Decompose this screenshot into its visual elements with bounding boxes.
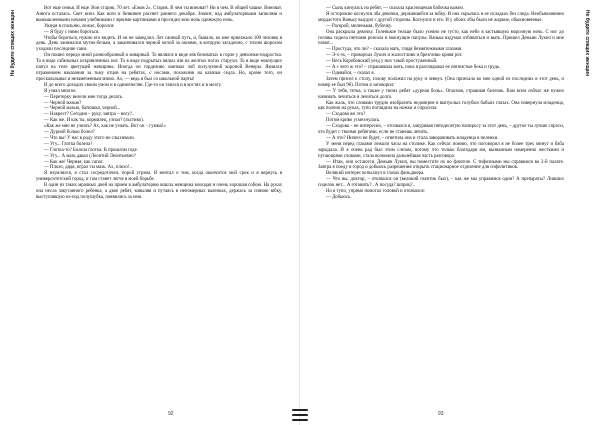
- paragraph: Я изумлялся, я стал сосредоточен, порой угрюм. Я мечтал о том, когда окончится мой срок и я вернусь в университетский город, и там станет легче в моей борьбе.: [36, 171, 282, 183]
- paragraph: И до всего доходил своим умом и в одиночестве. Где-то он таился и в костях и в мозгу.: [44, 82, 222, 88]
- paragraph: — Черной мазью, батюшка, черной...: [44, 106, 121, 112]
- paragraph: Потом криво усмехнулась.: [326, 118, 381, 124]
- paragraph: У меня перед глазами лежали часы на столике. Как сейчас помню, что поговорил я не более трех минут и баба зарыдала. И я очень рад был этим слезам, потому что только благодаря им, вызванным намеренно жесткими и пугающими словами, стала возможна дальнейшая часть разговора:: [318, 141, 564, 159]
- paragraph: — Сходова – не интересно, – отозвался я, закуривая пятидесятую папиросу за этот день, – другое ты лучше спроси, что будет с твоими ребятами, если не станешь лечить.: [318, 124, 564, 136]
- paragraph: — Простуда, что ли? – сказала мать, глядя безмятежными глазами.: [326, 47, 463, 53]
- paragraph: — Я буду с ними бороться.: [44, 29, 100, 35]
- paragraph: Великий интерес вспыхнул в глазах фельдшера.: [326, 171, 425, 177]
- paragraph: — Дурной болью болел?: [44, 130, 95, 136]
- paragraph: — А что? Ничего не будет, – ответила она и стала заворачивать младенца в пеленки.: [326, 135, 499, 141]
- paragraph: «Как же мне не узнать? Ах, как не узнать. Вот он – гумма!»: [44, 124, 166, 130]
- right-page-number: 93: [438, 411, 444, 417]
- paragraph: — Добьюсь.: [326, 195, 352, 200]
- paragraph: — Что вы! У нас в роду этого не слыхивали.: [44, 135, 135, 141]
- menu-icon-bar: [292, 409, 308, 411]
- right-page-text: [318, 6, 564, 201]
- left-running-head: Не будите спящих женщин: [10, 10, 16, 77]
- paragraph: — Раскрой, миленькая, бубочку.: [326, 23, 392, 29]
- paragraph: — Одевайся, – сказал я.: [326, 70, 375, 76]
- paragraph: — Черной мазью?: [44, 100, 82, 106]
- paragraph: — Угу... А мазь давал (Леонтий Леонтьевич?: [44, 153, 136, 159]
- paragraph: Он пошел передо мной разнообразный и коварный. То являлся в виде язв беловатых в горле у девчонки-подростка. То в виде сабельных искривленных ног. То в виде подрытых вялых язв на желтых ногах старухи. То в виде мокнущих папул на теле цветущей женщины. Иногда он горделиво занимал лоб полулунной короной Венеры. Являлся отражением наказания за тьму отцов на ребятах, с носами, похожими на казачьи седла. Но, кроме того, он проскальзывал и незамеченным мною. Ах, — ведь я был со школьной парты!: [36, 53, 282, 82]
- menu-icon-bar: [292, 414, 308, 416]
- paragraph: — Сыпь кинулась на ребят, — сказала краснощекая бабочка важно.: [326, 6, 465, 11]
- paragraph: — Сходова же это?: [326, 112, 366, 118]
- paragraph: Вот еще семья. И еще. Вон старик, 70 лет. «Ежов 2». Старик. В чем ты виноват? Ни в чем. В общей чашке. Виноват. Анюта осталась. Свет ясен. Как ясен и безвинен рассвет раннего декабря. Значит, над амбулаторными записями и вымышленными ночами учебниками с яркими картинками я просидел всю ночь одинокую ночь.: [36, 6, 282, 23]
- paragraph: Я узнал многое.: [44, 88, 77, 94]
- menu-icon[interactable]: [292, 409, 308, 421]
- paragraph: Ушедя в спальню, лежал, боролся:: [44, 23, 115, 29]
- paragraph: Чтобы бороться, нужно его видеть. И он не замедлил. Лег санный путь, и, бывало, ко мне приезжало 100 человек в день. День занимался мутно-белым, а заканчивался черной мглой за окнами, в которую загадочно, с тихим шорохом уходили последние сани.: [36, 35, 282, 53]
- paragraph: — Весь Коробовский уезд у них такой простуженный.: [326, 59, 438, 65]
- paragraph: — Накрест? Сегодня – руку, завтра – ногу?..: [44, 112, 135, 118]
- menu-icon-bar: [292, 419, 308, 421]
- paragraph: — У тебя, тетка, а также у твоих ребят «дурная боль». Опасная, страшная болезнь. Вам всем сейчас же нужно начинать лечиться и лечиться долго.: [318, 88, 564, 100]
- left-page-text: [36, 6, 282, 201]
- paragraph: — Как же! Черная, как сапог.: [44, 159, 104, 165]
- paragraph: Как жаль, что словами трудно изобразить недоверие в выпуклых голубых бабьих глазах. Она повернула младенца, как полено на руках, тупо поглядела на ножки и спросила:: [318, 100, 564, 112]
- paragraph: — А с чего ж это? – спрашивала мать, пока я разглядывал ее пятнистые бока и грудь.: [326, 65, 501, 71]
- paragraph: — Как же. И как ты, кормилец, узнал? (льстиво).: [44, 118, 144, 124]
- paragraph: — Плохо, дядя, играл ты мазь. Ах, плохо!..: [44, 165, 132, 171]
- paragraph: — Глотка-то? Болела глотка. В прошлом годе.: [44, 147, 138, 153]
- paragraph: Она раскрыла девочку. Голенькое тельце было усеяно не густо, как небо в застывшую морозную ночь. С ног до головы сидела пятнами розеола и мокнущие папулы. Ванька вздумал отбиваться и выть. Пришел Демьян Лукич и мне помог...: [318, 29, 564, 47]
- paragraph: В один из таких мрачных дней на прием в амбулаторию вошла женщина молодая и очень хорошая собою. На руках она несла закутанного ребенка, а двое ребят, ковыляя и путаясь в непомерных валенках, держась за синюю юбку, выступавшую из-под полушубка, появились за нею.: [36, 183, 282, 200]
- right-running-head: Не будите спящих женщин: [584, 10, 590, 77]
- paragraph: Я осторожно коснулся лба девочки, державшейся за юбку. И она скрылась в ее складках без следа. Необыкновенно мордастого Ваньку выудил с другой стороны. Коснулся и его. И у обоих лбы были не жаркие, обыкновенные.: [318, 11, 564, 23]
- paragraph: — Угу... Глотка болела?: [44, 141, 93, 147]
- paragraph: — Перетерку велели мне тогда делать.: [44, 94, 123, 100]
- paragraph: — Э-х-эх, – проворчал Лукич и жалостливо и брезгливо кривя рот.: [326, 53, 463, 59]
- paragraph: — Что вы, доктор, – отозвался он (великий скептик был), – как же мы управимся одни? А препараты? Лишних сиделок нет... А готовить?.. А посуда? шприц?..: [318, 177, 564, 189]
- paragraph: Затем присел к столу, голову положил на руку и зевнул. (Она приехала во мне одной из последних в этот день, и номер ее был 96). Потом я заговорил:: [318, 76, 564, 88]
- right-page: [300, 0, 600, 425]
- left-page-number: 92: [168, 411, 174, 417]
- paragraph: Но я тупо, упрямо помотал головой и отозвался:: [326, 189, 425, 195]
- paragraph: — Итак, они остаются. Демьян Лукич, вы поместите их во флигеле. С тифозными мы справимся во 2-й палате. Завтра я поеду в город и добьюсь разрешения открыть стационарное отделение для сифилитиков.: [318, 159, 564, 171]
